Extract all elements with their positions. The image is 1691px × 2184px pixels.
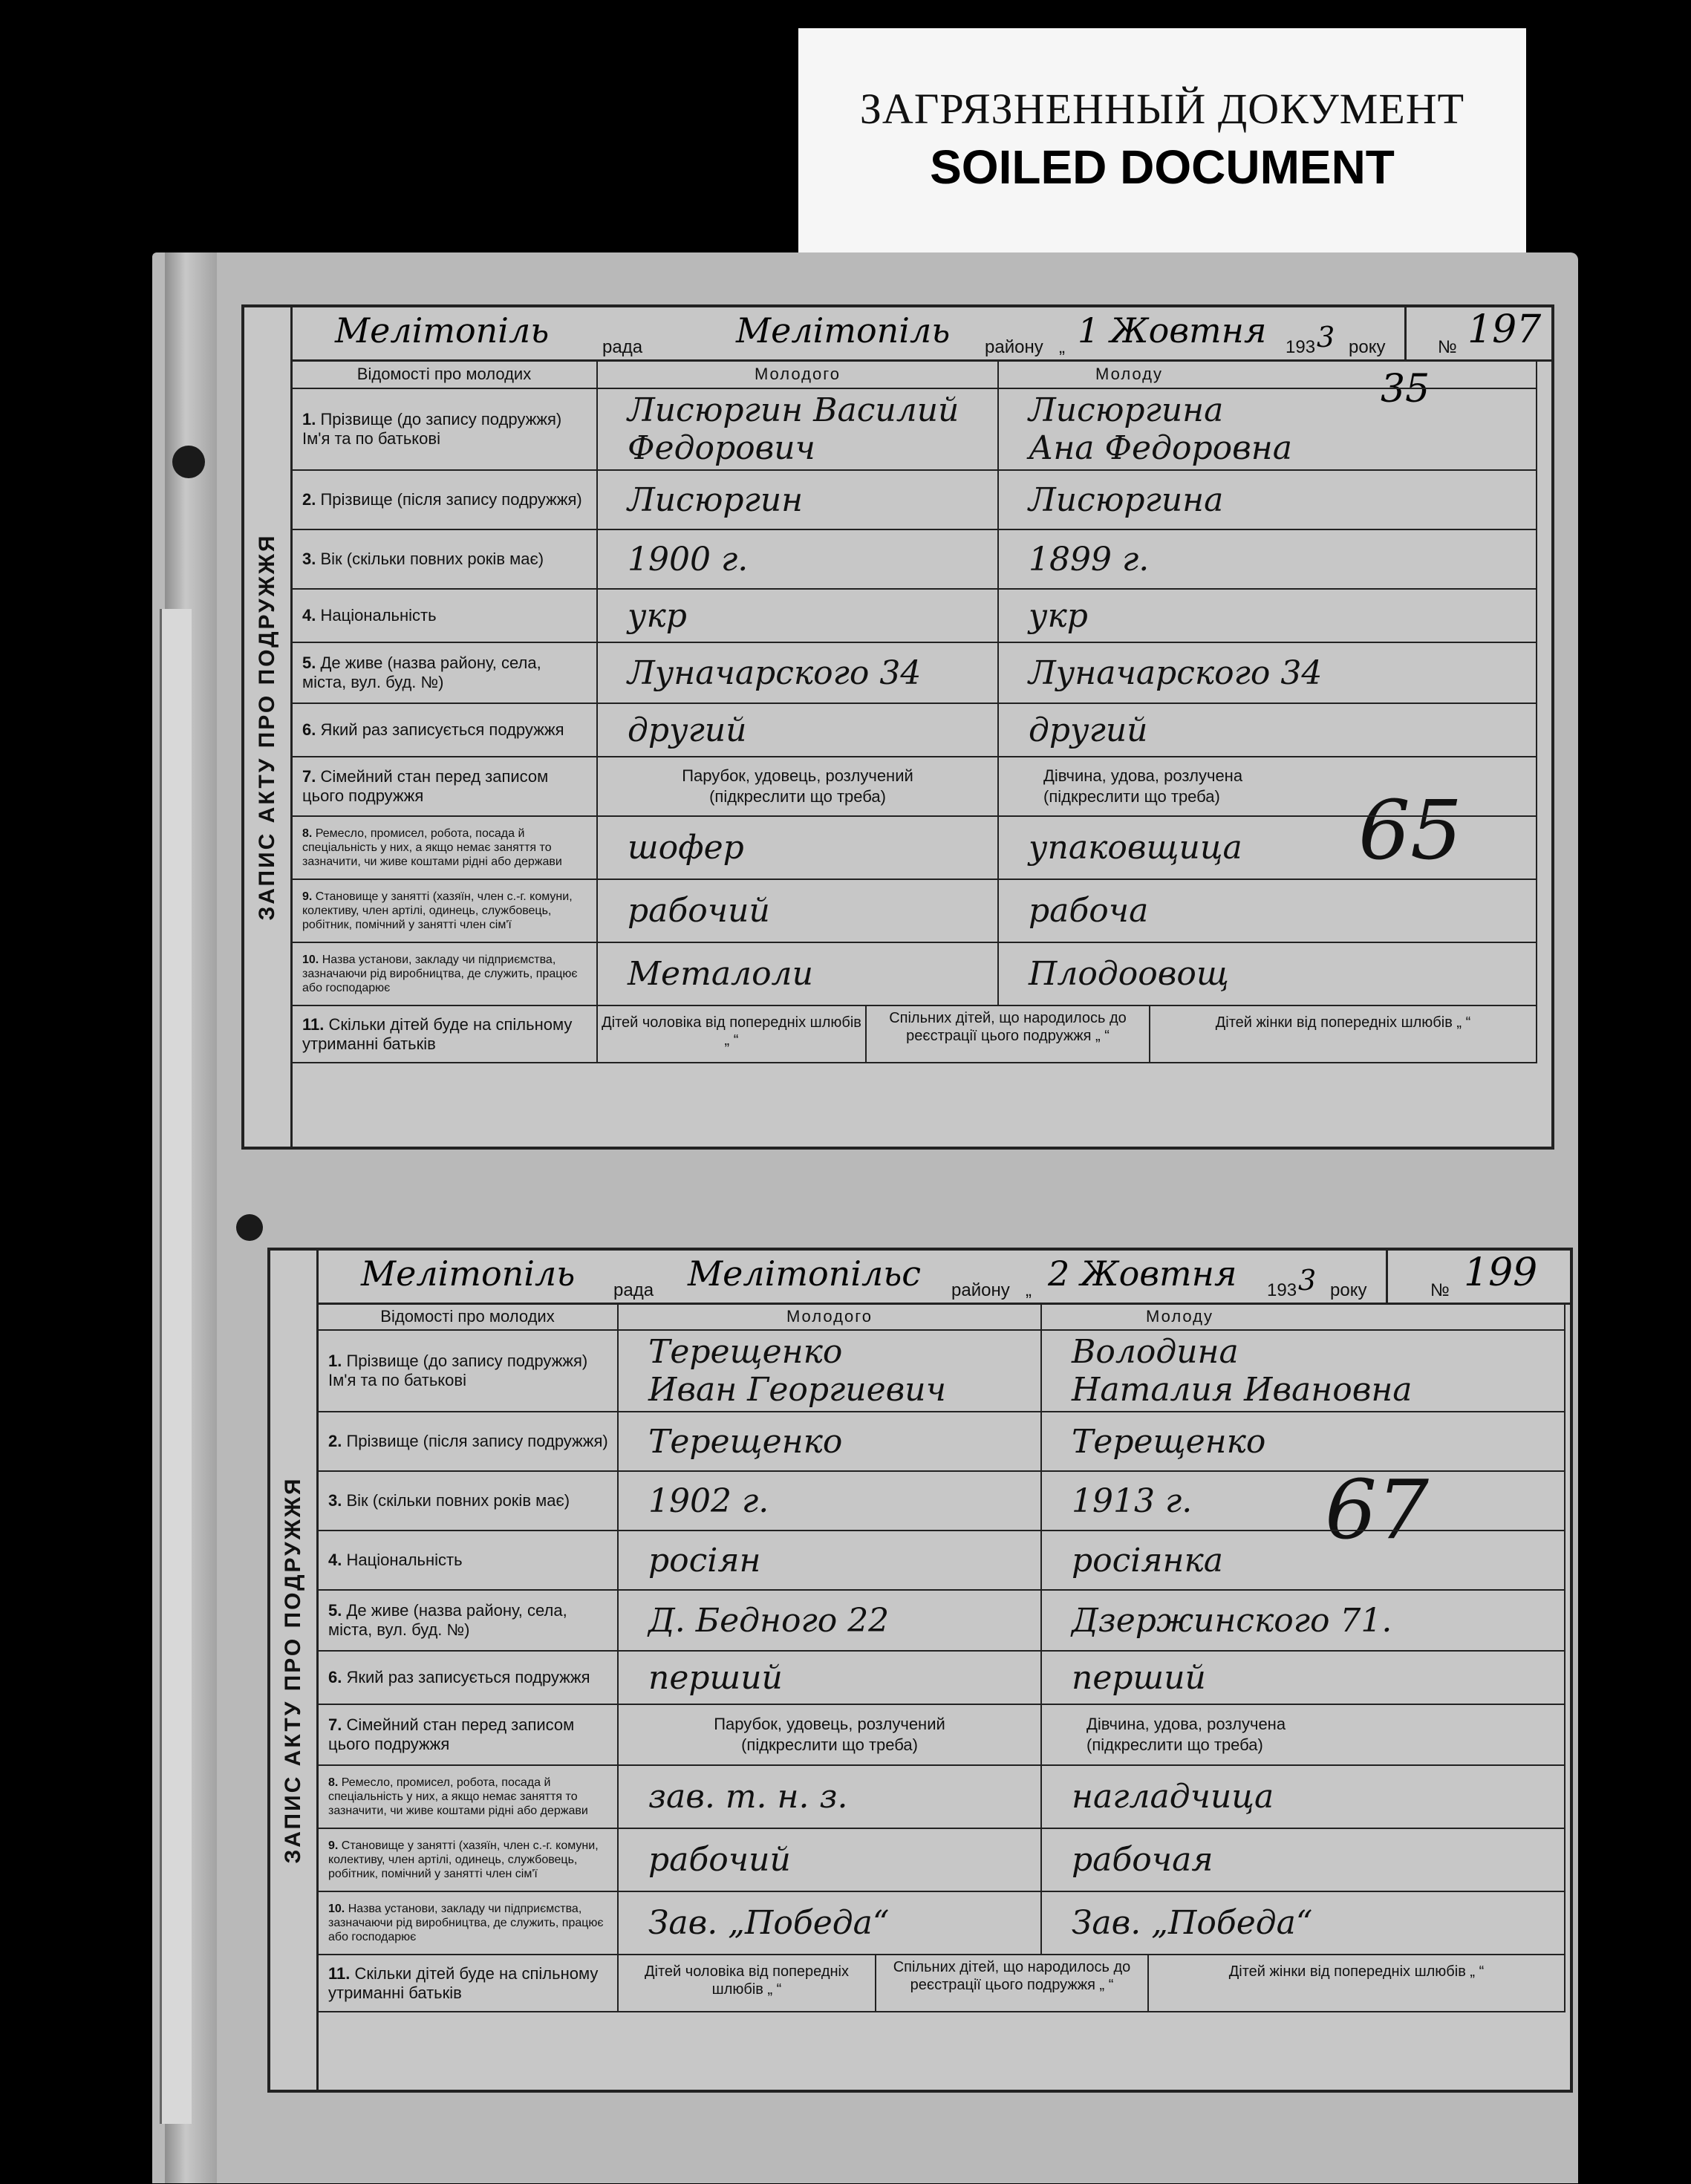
groom-workplace: Зав. „Победа“ xyxy=(618,1891,1041,1955)
bride-name: Лисюргина Ана Федоровна xyxy=(998,388,1537,470)
question-3: 3. Вік (скільки повних років має) xyxy=(317,1471,618,1531)
year-prefix: 193 xyxy=(1286,337,1316,357)
number-sign: № xyxy=(1438,337,1457,357)
groom-nationality: росіян xyxy=(618,1531,1041,1590)
question-5: 5. Де живе (назва району, села, міста, вул. буд. №) xyxy=(291,642,597,703)
record-table xyxy=(290,359,1537,1063)
children-common: Спільних дітей, що народилось до реєстрації цього подружжя „ “ xyxy=(867,1006,1150,1062)
bride-age: 1899 г. xyxy=(998,529,1537,589)
column-info: Відомості про молодих xyxy=(291,360,597,388)
question-7: 7. Сімейний стан перед записом цього подружжя xyxy=(317,1704,618,1765)
rayon-name: Мелітопільс xyxy=(688,1254,922,1294)
bride-address: Луначарского 34 xyxy=(998,642,1537,703)
rada-caption: рада xyxy=(613,1280,654,1300)
bride-age: 1913 г. xyxy=(1041,1471,1565,1531)
groom-age: 1902 г. xyxy=(618,1471,1041,1531)
year-prefix: 193 xyxy=(1267,1280,1297,1300)
bride-nationality: укр xyxy=(998,589,1537,642)
question-1: 1. Прізвище (до запису подружжя) Ім'я та по батькові xyxy=(317,1330,618,1412)
bride-position: рабочая xyxy=(1041,1828,1565,1891)
bride-times: перший xyxy=(1041,1651,1565,1704)
question-4: 4. Національність xyxy=(317,1531,618,1590)
children-groom: Дітей чоловіка від попередніх шлюбів „ “ xyxy=(619,1955,876,2011)
rayon-caption: району xyxy=(951,1280,1010,1300)
bride-occupation: упаковщица xyxy=(998,816,1537,879)
groom-occupation: шофер xyxy=(597,816,998,879)
side-number: 65 xyxy=(1358,783,1462,878)
label-english: SOILED DOCUMENT xyxy=(930,140,1395,194)
bride-status: Дівчина, удова, розлучена (підкреслити що треба) xyxy=(998,757,1537,816)
number-sign: № xyxy=(1430,1280,1450,1300)
marriage-record-199 xyxy=(267,1248,1573,2093)
bride-status: Дівчина, удова, розлучена (підкреслити що треба) xyxy=(1041,1704,1565,1765)
margin-number: 35 xyxy=(1381,367,1430,411)
marriage-record-197 xyxy=(241,304,1554,1150)
children-common: Спільних дітей, що народилось до реєстрації цього подружжя „ “ xyxy=(876,1955,1149,2011)
children-bride: Дітей жінки від попередніх шлюбів „ “ xyxy=(1228,1963,1485,1980)
bride-surname-after: Лисюргина xyxy=(998,470,1537,529)
question-4: 4. Національність xyxy=(291,589,597,642)
column-bride: Молоду xyxy=(1041,1303,1565,1330)
groom-workplace: Металоли xyxy=(597,942,998,1005)
column-info: Відомості про молодих xyxy=(317,1303,618,1330)
column-bride: Молоду xyxy=(998,360,1537,388)
soiled-document-label xyxy=(798,28,1526,266)
question-11: 11. Скільки дітей буде на спільному утриманні батьків xyxy=(317,1955,618,2012)
question-11: 11. Скільки дітей буде на спільному утриманні батьків xyxy=(291,1005,597,1063)
children-row xyxy=(597,1005,1537,1063)
question-8: 8. Ремесло, промисел, робота, посада й спеціальність у них, а якщо немає заняття то зазначити, чи живе коштами рідні або держави xyxy=(291,816,597,879)
children-bride: Дітей жінки від попередніх шлюбів „ “ xyxy=(1215,1014,1471,1031)
groom-occupation: зав. т. н. з. xyxy=(618,1765,1041,1828)
record-date: 1 Жовтня xyxy=(1078,310,1267,351)
rada-caption: рада xyxy=(602,337,643,357)
groom-position: рабочий xyxy=(618,1828,1041,1891)
bride-name: Володина Наталия Ивановна xyxy=(1041,1330,1565,1412)
groom-nationality: укр xyxy=(597,589,998,642)
record-number: 199 xyxy=(1464,1251,1538,1295)
question-9: 9. Становище у занятті (хазяїн, член с.-г. комуни, колективу, член артілі, одинець, службовець, робітник, помічний у занятті член сім'ї xyxy=(291,879,597,942)
groom-address: Луначарского 34 xyxy=(597,642,998,703)
groom-times: другий xyxy=(597,703,998,757)
groom-name: Лисюргин Василий Федорович xyxy=(597,388,998,470)
question-6: 6. Який раз записується подружжя xyxy=(291,703,597,757)
record-header xyxy=(290,307,1551,362)
column-groom: Молодого xyxy=(618,1303,1041,1330)
date-quote: „ xyxy=(1059,337,1065,357)
record-side-title: ЗАПИС АКТУ ПРО ПОДРУЖЖЯ xyxy=(270,1251,319,2090)
year-digit: 3 xyxy=(1298,1264,1317,1297)
question-10: 10. Назва установи, закладу чи підприємства, зазначаючи рід виробництва, де служить, працює або господарює xyxy=(291,942,597,1005)
rayon-caption: району xyxy=(985,337,1043,357)
binding-hole xyxy=(236,1214,263,1241)
record-table xyxy=(316,1303,1565,2012)
bride-times: другий xyxy=(998,703,1537,757)
question-10: 10. Назва установи, закладу чи підприємства, зазначаючи рід виробництва, де служить, працює або господарює xyxy=(317,1891,618,1955)
groom-surname-after: Лисюргин xyxy=(597,470,998,529)
label-russian: ЗАГРЯЗНЕННЫЙ ДОКУМЕНТ xyxy=(859,85,1465,133)
bride-surname-after: Терещенко xyxy=(1041,1412,1565,1471)
groom-times: перший xyxy=(618,1651,1041,1704)
question-7: 7. Сімейний стан перед записом цього подружжя xyxy=(291,757,597,816)
groom-position: рабочий xyxy=(597,879,998,942)
side-number: 67 xyxy=(1325,1462,1429,1557)
record-number: 197 xyxy=(1467,307,1542,352)
bride-workplace: Зав. „Победа“ xyxy=(1041,1891,1565,1955)
groom-status: Парубок, удовець, розлучений (підкреслити що треба) xyxy=(597,757,998,816)
question-2: 2. Прізвище (після запису подружжя) xyxy=(317,1412,618,1471)
rada-name: Мелітопіль xyxy=(335,310,550,351)
question-2: 2. Прізвище (після запису подружжя) xyxy=(291,470,597,529)
bride-workplace: Плодоовощ xyxy=(998,942,1537,1005)
bride-occupation: нагладчица xyxy=(1041,1765,1565,1828)
question-9: 9. Становище у занятті (хазяїн, член с.-г. комуни, колективу, член артілі, одинець, службовець, робітник, помічний у занятті член сім'ї xyxy=(317,1828,618,1891)
groom-status: Парубок, удовець, розлучений (підкреслити що треба) xyxy=(618,1704,1041,1765)
question-8: 8. Ремесло, промисел, робота, посада й спеціальність у них, а якщо немає заняття то зазначити, чи живе коштами рідні або держави xyxy=(317,1765,618,1828)
year-caption: року xyxy=(1349,337,1386,357)
date-quote: „ xyxy=(1026,1280,1032,1300)
binding-hole xyxy=(172,446,205,478)
children-groom: Дітей чоловіка від попередніх шлюбів „ “ xyxy=(598,1006,867,1062)
groom-address: Д. Бедного 22 xyxy=(618,1590,1041,1651)
question-3: 3. Вік (скільки повних років має) xyxy=(291,529,597,589)
question-1: 1. Прізвище (до запису подружжя) Ім'я та по батькові xyxy=(291,388,597,470)
question-5: 5. Де живе (назва району, села, міста, вул. буд. №) xyxy=(317,1590,618,1651)
bride-position: рабоча xyxy=(998,879,1537,942)
rada-name: Мелітопіль xyxy=(361,1254,576,1294)
record-side-title: ЗАПИС АКТУ ПРО ПОДРУЖЖЯ xyxy=(244,307,293,1147)
record-date: 2 Жовтня xyxy=(1048,1254,1237,1294)
groom-surname-after: Терещенко xyxy=(618,1412,1041,1471)
bride-nationality: росіянка xyxy=(1041,1531,1565,1590)
rayon-name: Мелітопіль xyxy=(736,310,951,351)
record-header xyxy=(316,1251,1570,1305)
page-spine xyxy=(160,609,192,2124)
year-digit: 3 xyxy=(1317,321,1335,353)
groom-name: Терещенко Иван Георгиевич xyxy=(618,1330,1041,1412)
column-groom: Молодого xyxy=(597,360,998,388)
year-caption: року xyxy=(1330,1280,1367,1300)
question-6: 6. Який раз записується подружжя xyxy=(317,1651,618,1704)
groom-age: 1900 г. xyxy=(597,529,998,589)
children-row xyxy=(618,1955,1565,2012)
bride-address: Дзержинского 71. xyxy=(1041,1590,1565,1651)
